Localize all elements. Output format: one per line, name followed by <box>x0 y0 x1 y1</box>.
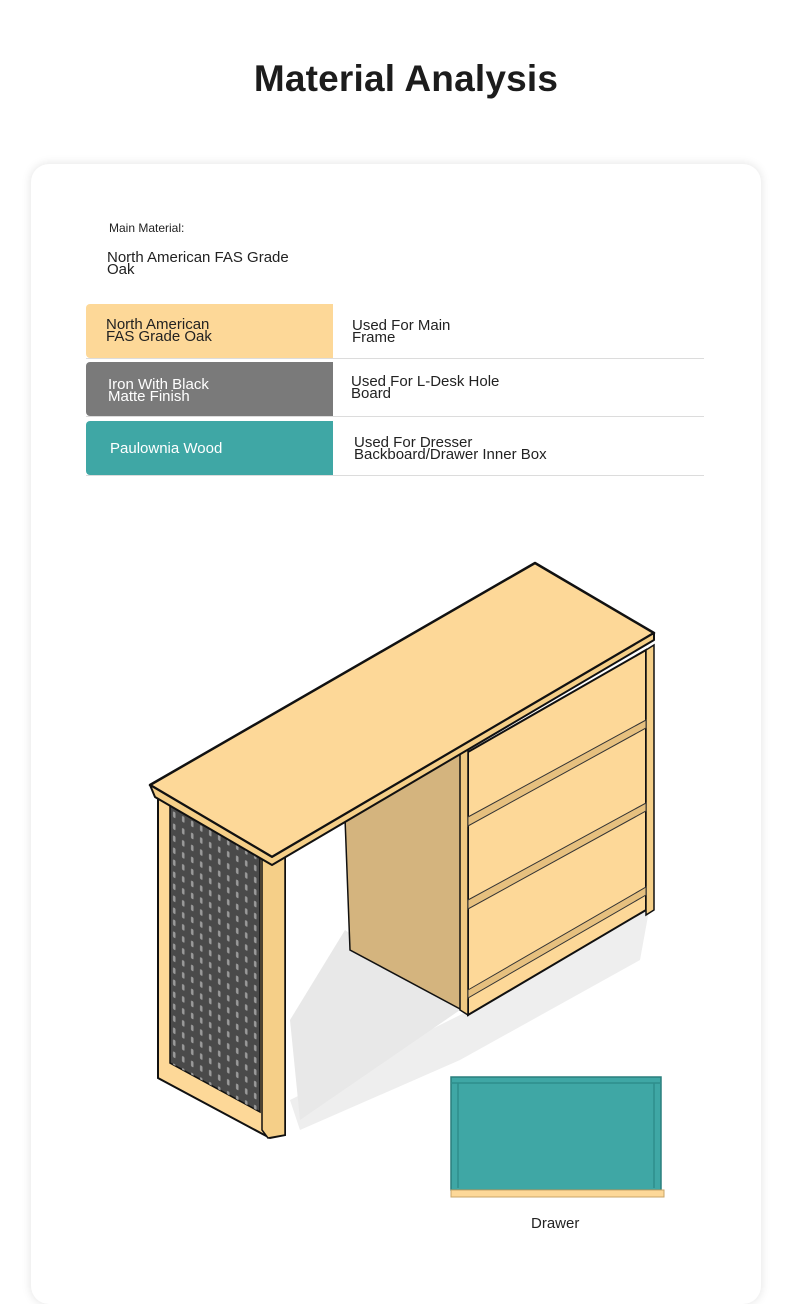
material-name: Iron With Black Matte Finish <box>108 376 209 405</box>
drawer-front-board <box>451 1190 664 1197</box>
main-material-label: Main Material: <box>109 221 185 235</box>
material-use: Used For Dresser Backboard/Drawer Inner Box <box>354 434 547 463</box>
material-name: North American FAS Grade Oak <box>106 316 212 345</box>
page-title: Material Analysis <box>253 58 559 99</box>
main-material-value: North American FAS Grade Oak <box>107 249 289 278</box>
desk-leg-front <box>262 850 285 1138</box>
material-use: Used For L-Desk Hole Board <box>351 373 500 402</box>
material-name: Paulownia Wood <box>110 440 223 457</box>
material-use: Used For Main Frame <box>352 317 451 346</box>
drawer-box <box>451 1077 661 1190</box>
dresser-side <box>646 645 654 915</box>
dresser-frame <box>460 748 468 1015</box>
drawer-label: Drawer <box>531 1215 580 1232</box>
